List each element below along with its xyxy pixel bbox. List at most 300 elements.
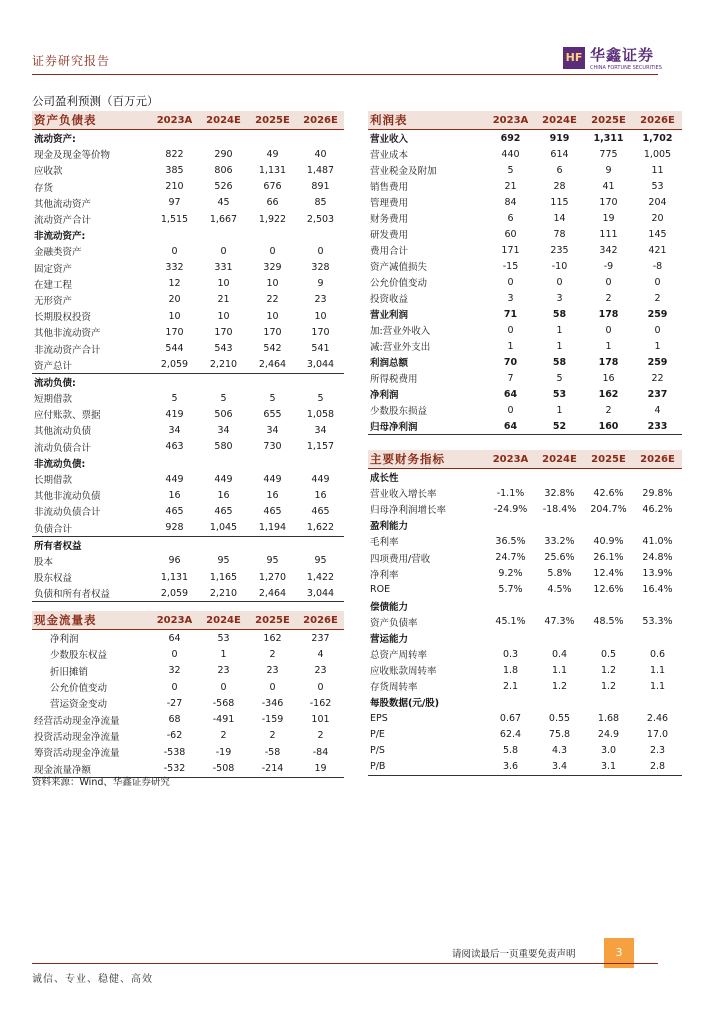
cell-value: 928 xyxy=(165,522,184,534)
table-row xyxy=(32,663,344,679)
cell-value: 24.8% xyxy=(642,552,673,564)
row-label: 净利润 xyxy=(50,634,79,646)
cell-value: 0 xyxy=(654,276,661,288)
logo-text-en: CHINA FORTUNE SECURITIES xyxy=(590,65,662,71)
cell-value xyxy=(199,373,248,390)
cell-value: 692 xyxy=(500,132,521,144)
row-label: 其他非流动负债 xyxy=(34,491,101,503)
cell-value: -491 xyxy=(212,714,235,726)
cell-value: 1,045 xyxy=(209,522,238,534)
cell-value: -15 xyxy=(502,260,519,272)
cell-value: 1,194 xyxy=(258,522,287,534)
cell-value xyxy=(535,694,584,710)
cell-value: 465 xyxy=(311,505,330,517)
balance-sheet-section xyxy=(32,111,344,602)
row-label: 每股数据(元/股) xyxy=(370,698,440,710)
cell-value: 25.6% xyxy=(544,552,575,564)
cell-value xyxy=(150,373,199,390)
row-label: 负债和所有者权益 xyxy=(32,585,150,602)
row-label: 资产减值损失 xyxy=(370,262,428,273)
balance-year-header: 2024E xyxy=(199,111,248,130)
table-row xyxy=(368,290,682,306)
cell-value: 9 xyxy=(317,278,324,290)
cell-value: 580 xyxy=(214,441,233,453)
table-row xyxy=(32,179,344,195)
table-row xyxy=(368,549,682,565)
row-label: 营业收入 xyxy=(370,134,409,145)
row-label: 流动资产: xyxy=(34,134,76,146)
report-label: 证券研究报告 xyxy=(32,54,111,68)
cell-value: 62.4 xyxy=(499,729,522,741)
cell-value: 1.2 xyxy=(600,664,617,676)
cell-value: 676 xyxy=(263,181,282,193)
row-label: 四项费用/营收 xyxy=(370,553,431,565)
table-row xyxy=(32,630,344,647)
disclaimer-link[interactable]: 请阅读最后一页重要免责声明 xyxy=(452,949,576,960)
cell-value: 544 xyxy=(165,343,184,355)
row-label: 销售费用 xyxy=(370,182,409,193)
cell-value: 170 xyxy=(599,196,618,208)
income-year-header: 2023A xyxy=(486,111,535,130)
cell-value: 5 xyxy=(556,372,563,384)
cell-value: 3 xyxy=(507,292,514,304)
cell-value: 1 xyxy=(654,340,661,352)
cell-value: 68 xyxy=(168,714,181,726)
cell-value: 47.3% xyxy=(544,616,575,628)
logo-text-cn: 华鑫证券 xyxy=(590,46,655,64)
cell-value: 1,270 xyxy=(258,571,287,583)
cell-value: 21 xyxy=(217,294,230,306)
cell-value: 170 xyxy=(263,326,282,338)
cell-value: 1,487 xyxy=(306,164,335,176)
row-label: 研发费用 xyxy=(370,230,409,241)
table-row xyxy=(368,322,682,338)
cell-value: 0.67 xyxy=(499,712,522,724)
table-row xyxy=(368,566,682,582)
balance-year-header: 2023A xyxy=(150,111,199,130)
cell-value: 115 xyxy=(550,196,569,208)
table-row xyxy=(32,679,344,695)
cell-value: 178 xyxy=(598,356,619,368)
ratios-year-header: 2025E xyxy=(584,450,633,469)
row-label: 所有者权益 xyxy=(32,536,150,553)
row-label: 公允价值变动 xyxy=(370,278,428,289)
cell-value: 162 xyxy=(263,632,282,644)
cell-value: 237 xyxy=(311,632,330,644)
table-row xyxy=(32,130,344,147)
row-label: 非流动负债合计 xyxy=(34,507,101,519)
table-row xyxy=(368,162,682,178)
cell-value: 0.5 xyxy=(600,648,617,660)
cell-value: 2,210 xyxy=(199,585,248,602)
table-row xyxy=(32,520,344,537)
cell-value: 1,515 xyxy=(160,213,189,225)
table-row xyxy=(368,501,682,517)
row-label: 在建工程 xyxy=(34,279,73,291)
cell-value: 5 xyxy=(507,164,514,176)
cell-value: 53 xyxy=(651,180,664,192)
cell-value: 23 xyxy=(266,665,279,677)
cell-value: 85 xyxy=(314,197,327,209)
ratios-table xyxy=(368,450,682,776)
row-label: 成长性 xyxy=(370,473,399,485)
table-row xyxy=(32,487,344,503)
cell-value: 60 xyxy=(504,228,517,240)
cell-value: 53 xyxy=(552,388,567,400)
cell-value: -18.4% xyxy=(542,503,577,515)
table-row xyxy=(368,402,682,418)
cell-value: 13.9% xyxy=(642,568,673,580)
cell-value: -214 xyxy=(248,760,297,777)
table-row xyxy=(32,553,344,569)
cell-value: 4 xyxy=(654,404,661,416)
row-label: 非流动负债: xyxy=(34,458,86,470)
cell-value: 5 xyxy=(317,392,324,404)
cell-value: 419 xyxy=(165,408,184,420)
cell-value: 34 xyxy=(266,424,279,436)
cell-value: 449 xyxy=(165,473,184,485)
cell-value: 5.8 xyxy=(502,745,519,757)
table-row xyxy=(32,276,344,292)
cell-value: 1,922 xyxy=(258,213,287,225)
cell-value xyxy=(486,630,535,646)
cell-value: 20 xyxy=(168,294,181,306)
cell-value: 10 xyxy=(217,278,230,290)
cell-value: 2.1 xyxy=(502,680,519,692)
page-number: 3 xyxy=(604,938,634,968)
cell-value xyxy=(150,455,199,471)
row-label: 营运能力 xyxy=(370,633,409,645)
cell-value: 3,044 xyxy=(306,359,335,371)
cell-value xyxy=(150,130,199,147)
row-label: 投资收益 xyxy=(370,294,409,305)
row-label: 流动负债: xyxy=(32,373,150,390)
cell-value: -19 xyxy=(215,746,232,758)
table-row xyxy=(368,210,682,226)
cell-value: 16 xyxy=(168,489,181,501)
cell-value: 1,667 xyxy=(209,213,238,225)
cell-value: 12.6% xyxy=(593,584,624,596)
cell-value: -62 xyxy=(166,730,183,742)
table-row xyxy=(368,386,682,402)
data-source: 资料来源：Wind、华鑫证券研究 xyxy=(32,777,170,788)
cell-value: 440 xyxy=(501,148,520,160)
cell-value: 7 xyxy=(507,372,514,384)
row-label: 归母净利润 xyxy=(368,418,486,435)
row-label: ROE xyxy=(370,584,391,596)
cell-value: 34 xyxy=(314,424,327,436)
cell-value: -532 xyxy=(150,760,199,777)
row-label: 归母净利润增长率 xyxy=(370,505,447,517)
cell-value: 84 xyxy=(504,196,517,208)
cell-value: 0 xyxy=(171,245,178,257)
table-row xyxy=(32,471,344,487)
cell-value: 5.8% xyxy=(547,568,572,580)
table-row xyxy=(32,146,344,162)
cell-value: 2,464 xyxy=(258,359,287,371)
cell-value: 2 xyxy=(317,730,324,742)
cell-value xyxy=(297,455,344,471)
cell-value: 421 xyxy=(648,244,667,256)
cell-value: -1.1% xyxy=(496,487,525,499)
cell-value: 41 xyxy=(602,180,615,192)
cell-value: 29.8% xyxy=(642,487,673,499)
cell-value: 2 xyxy=(220,730,227,742)
cell-value: 891 xyxy=(311,181,330,193)
row-label: 长期借款 xyxy=(34,475,73,487)
cell-value: 2 xyxy=(269,648,276,660)
cell-value: 328 xyxy=(311,262,330,274)
cell-value: 1,058 xyxy=(306,408,335,420)
cell-value: 543 xyxy=(214,343,233,355)
cell-value xyxy=(486,469,535,486)
cell-value: 204.7% xyxy=(590,503,627,515)
cell-value: 16 xyxy=(314,489,327,501)
cell-value: 237 xyxy=(647,388,668,400)
cell-value: 342 xyxy=(599,244,618,256)
cell-value: 1.1 xyxy=(551,664,568,676)
cell-value: 64 xyxy=(503,388,518,400)
cell-value: 465 xyxy=(263,505,282,517)
row-label: 公允价值变动 xyxy=(50,683,108,695)
row-label: 毛利率 xyxy=(370,537,399,549)
cell-value: 42.6% xyxy=(593,487,624,499)
cell-value: 36.5% xyxy=(495,535,526,547)
cell-value: 16 xyxy=(602,372,615,384)
cell-value: -159 xyxy=(261,714,284,726)
row-label: 偿债能力 xyxy=(370,601,409,613)
row-label: 金融类资产 xyxy=(34,247,82,259)
cell-value: 1.1 xyxy=(649,680,666,692)
cell-value: 2,210 xyxy=(209,359,238,371)
cell-value: 2,059 xyxy=(160,359,189,371)
cashflow-year-header: 2026E xyxy=(297,611,344,630)
cell-value: -10 xyxy=(551,260,568,272)
cell-value: 3.1 xyxy=(584,759,633,776)
row-label: 非流动资产: xyxy=(34,231,86,243)
cell-value: 26.1% xyxy=(593,552,624,564)
cell-value: 22 xyxy=(651,372,664,384)
row-label: 存货周转率 xyxy=(370,682,418,694)
row-label: 负债合计 xyxy=(34,523,73,535)
cell-value: 23 xyxy=(217,665,230,677)
row-label: 加:营业外收入 xyxy=(370,326,431,337)
cell-value: 75.8 xyxy=(548,729,571,741)
row-label: 投资活动现金净流量 xyxy=(34,731,120,743)
cell-value: 21 xyxy=(504,180,517,192)
cell-value: 5 xyxy=(220,392,227,404)
cell-value: 95 xyxy=(314,555,327,567)
cell-value: 1,157 xyxy=(306,441,335,453)
row-label: 总资产周转率 xyxy=(370,650,428,662)
cell-value: 3,044 xyxy=(297,585,344,602)
table-row xyxy=(32,695,344,711)
cell-value xyxy=(633,630,682,646)
table-row xyxy=(32,711,344,727)
row-label: 其他非流动资产 xyxy=(34,328,101,340)
cell-value: 1,165 xyxy=(209,571,238,583)
cell-value: 49 xyxy=(266,148,279,160)
cell-value: 2 xyxy=(605,292,612,304)
cell-value: 58 xyxy=(552,356,567,368)
cell-value: 52 xyxy=(535,418,584,435)
table-row xyxy=(368,258,682,274)
cell-value: 1.68 xyxy=(597,712,620,724)
cell-value: 28 xyxy=(553,180,566,192)
table-row xyxy=(32,211,344,227)
row-label: P/S xyxy=(370,745,385,757)
cell-value: 19 xyxy=(297,760,344,777)
cell-value xyxy=(535,469,584,486)
row-label: P/E xyxy=(370,729,385,741)
table-row xyxy=(368,533,682,549)
ratios-year-header: 2023A xyxy=(486,450,535,469)
cell-value xyxy=(297,536,344,553)
row-label: 财务费用 xyxy=(370,214,409,225)
table-row xyxy=(32,585,344,602)
row-label: 股本 xyxy=(34,556,54,568)
cell-value: 1 xyxy=(556,340,563,352)
row-label: 其他流动负债 xyxy=(34,426,92,438)
cell-value xyxy=(584,517,633,533)
cell-value: 160 xyxy=(584,418,633,435)
cell-value: 1.8 xyxy=(502,664,519,676)
cell-value: 6 xyxy=(556,164,563,176)
footer-divider xyxy=(32,963,658,964)
cell-value: 111 xyxy=(599,228,618,240)
cell-value: 9 xyxy=(605,164,612,176)
row-label: 少数股东权益 xyxy=(50,650,108,662)
cell-value: 1 xyxy=(556,324,563,336)
cell-value: 465 xyxy=(214,505,233,517)
cell-value: 2 xyxy=(605,404,612,416)
row-label: 营业利润 xyxy=(370,310,409,321)
table-row xyxy=(32,728,344,744)
cell-value: 170 xyxy=(165,326,184,338)
cell-value: 101 xyxy=(311,714,330,726)
table-row xyxy=(32,422,344,438)
cell-value: 0.55 xyxy=(548,712,571,724)
cell-value xyxy=(535,598,584,614)
cell-value: 541 xyxy=(311,343,330,355)
cell-value: -346 xyxy=(261,697,284,709)
cell-value: 0 xyxy=(171,648,178,660)
row-label: 现金及现金等价物 xyxy=(34,150,111,162)
table-row xyxy=(32,324,344,340)
cell-value: 32.8% xyxy=(544,487,575,499)
cell-value: 10 xyxy=(266,278,279,290)
cell-value xyxy=(248,130,297,147)
table-row xyxy=(32,243,344,259)
table-row xyxy=(368,370,682,386)
row-label: 所得税费用 xyxy=(370,374,418,385)
cell-value: 145 xyxy=(648,228,667,240)
cell-value: 233 xyxy=(633,418,682,435)
table-row xyxy=(32,292,344,308)
row-label: 资产负债率 xyxy=(370,617,418,629)
cell-value: 71 xyxy=(503,308,518,320)
cell-value: 95 xyxy=(217,555,230,567)
row-label: 营业收入增长率 xyxy=(370,489,437,501)
table-row xyxy=(32,227,344,243)
cell-value: 2 xyxy=(269,730,276,742)
cell-value: 24.7% xyxy=(495,552,526,564)
cell-value: 19 xyxy=(602,212,615,224)
cell-value: 0 xyxy=(171,681,178,693)
cell-value: 12.4% xyxy=(593,568,624,580)
cell-value: 12 xyxy=(168,278,181,290)
cell-value: 1,131 xyxy=(258,164,287,176)
table-row xyxy=(32,536,344,553)
cell-value: 48.5% xyxy=(593,616,624,628)
cell-value: 64 xyxy=(486,418,535,435)
table-row xyxy=(32,260,344,276)
row-label: 筹资活动现金净流量 xyxy=(34,748,120,760)
row-label: 应付账款、票据 xyxy=(34,410,101,422)
cell-value: -27 xyxy=(166,697,183,709)
table-row xyxy=(32,195,344,211)
cell-value: 1.1 xyxy=(649,664,666,676)
cell-value: 1 xyxy=(220,648,227,660)
row-label: 费用合计 xyxy=(370,246,409,257)
cell-value: 53.3% xyxy=(642,616,673,628)
cell-value xyxy=(199,227,248,243)
row-label: P/B xyxy=(368,759,486,776)
cell-value: -24.9% xyxy=(493,503,528,515)
cell-value: -58 xyxy=(264,746,281,758)
table-row xyxy=(368,727,682,743)
cell-value: 66 xyxy=(266,197,279,209)
cell-value: 10 xyxy=(266,310,279,322)
page-title: 公司盈利预测（百万元） xyxy=(32,94,159,108)
income-year-header: 2026E xyxy=(633,111,682,130)
cell-value: 449 xyxy=(263,473,282,485)
table-row xyxy=(368,630,682,646)
row-label: 营运资金变动 xyxy=(50,699,108,711)
cell-value xyxy=(633,469,682,486)
cell-value: 1,422 xyxy=(306,571,335,583)
row-label: 无形资产 xyxy=(34,295,73,307)
row-label: 股东权益 xyxy=(34,573,73,585)
cell-value: 614 xyxy=(550,148,569,160)
cell-value: 78 xyxy=(553,228,566,240)
cell-value xyxy=(248,373,297,390)
cell-value: 11 xyxy=(651,164,664,176)
row-label: 固定资产 xyxy=(34,263,73,275)
table-row xyxy=(32,569,344,585)
row-label: 短期借款 xyxy=(34,394,73,406)
row-label: 现金流量净额 xyxy=(32,760,150,777)
cell-value: 40 xyxy=(314,148,327,160)
cell-value: 1 xyxy=(507,340,514,352)
cell-value xyxy=(248,227,297,243)
cell-value: 822 xyxy=(165,148,184,160)
cell-value: 655 xyxy=(263,408,282,420)
cell-value: 1,311 xyxy=(593,132,624,144)
cell-value: 170 xyxy=(214,326,233,338)
cell-value: 204 xyxy=(648,196,667,208)
table-row xyxy=(32,439,344,455)
cell-value: 1,005 xyxy=(643,148,672,160)
ratios-year-header: 2024E xyxy=(535,450,584,469)
cell-value: 235 xyxy=(550,244,569,256)
table-row xyxy=(368,743,682,759)
cell-value: 332 xyxy=(165,262,184,274)
cell-value: 17.0 xyxy=(646,729,669,741)
income-statement-section xyxy=(368,111,682,435)
row-label: 应收账款周转率 xyxy=(370,666,437,678)
cell-value xyxy=(248,536,297,553)
